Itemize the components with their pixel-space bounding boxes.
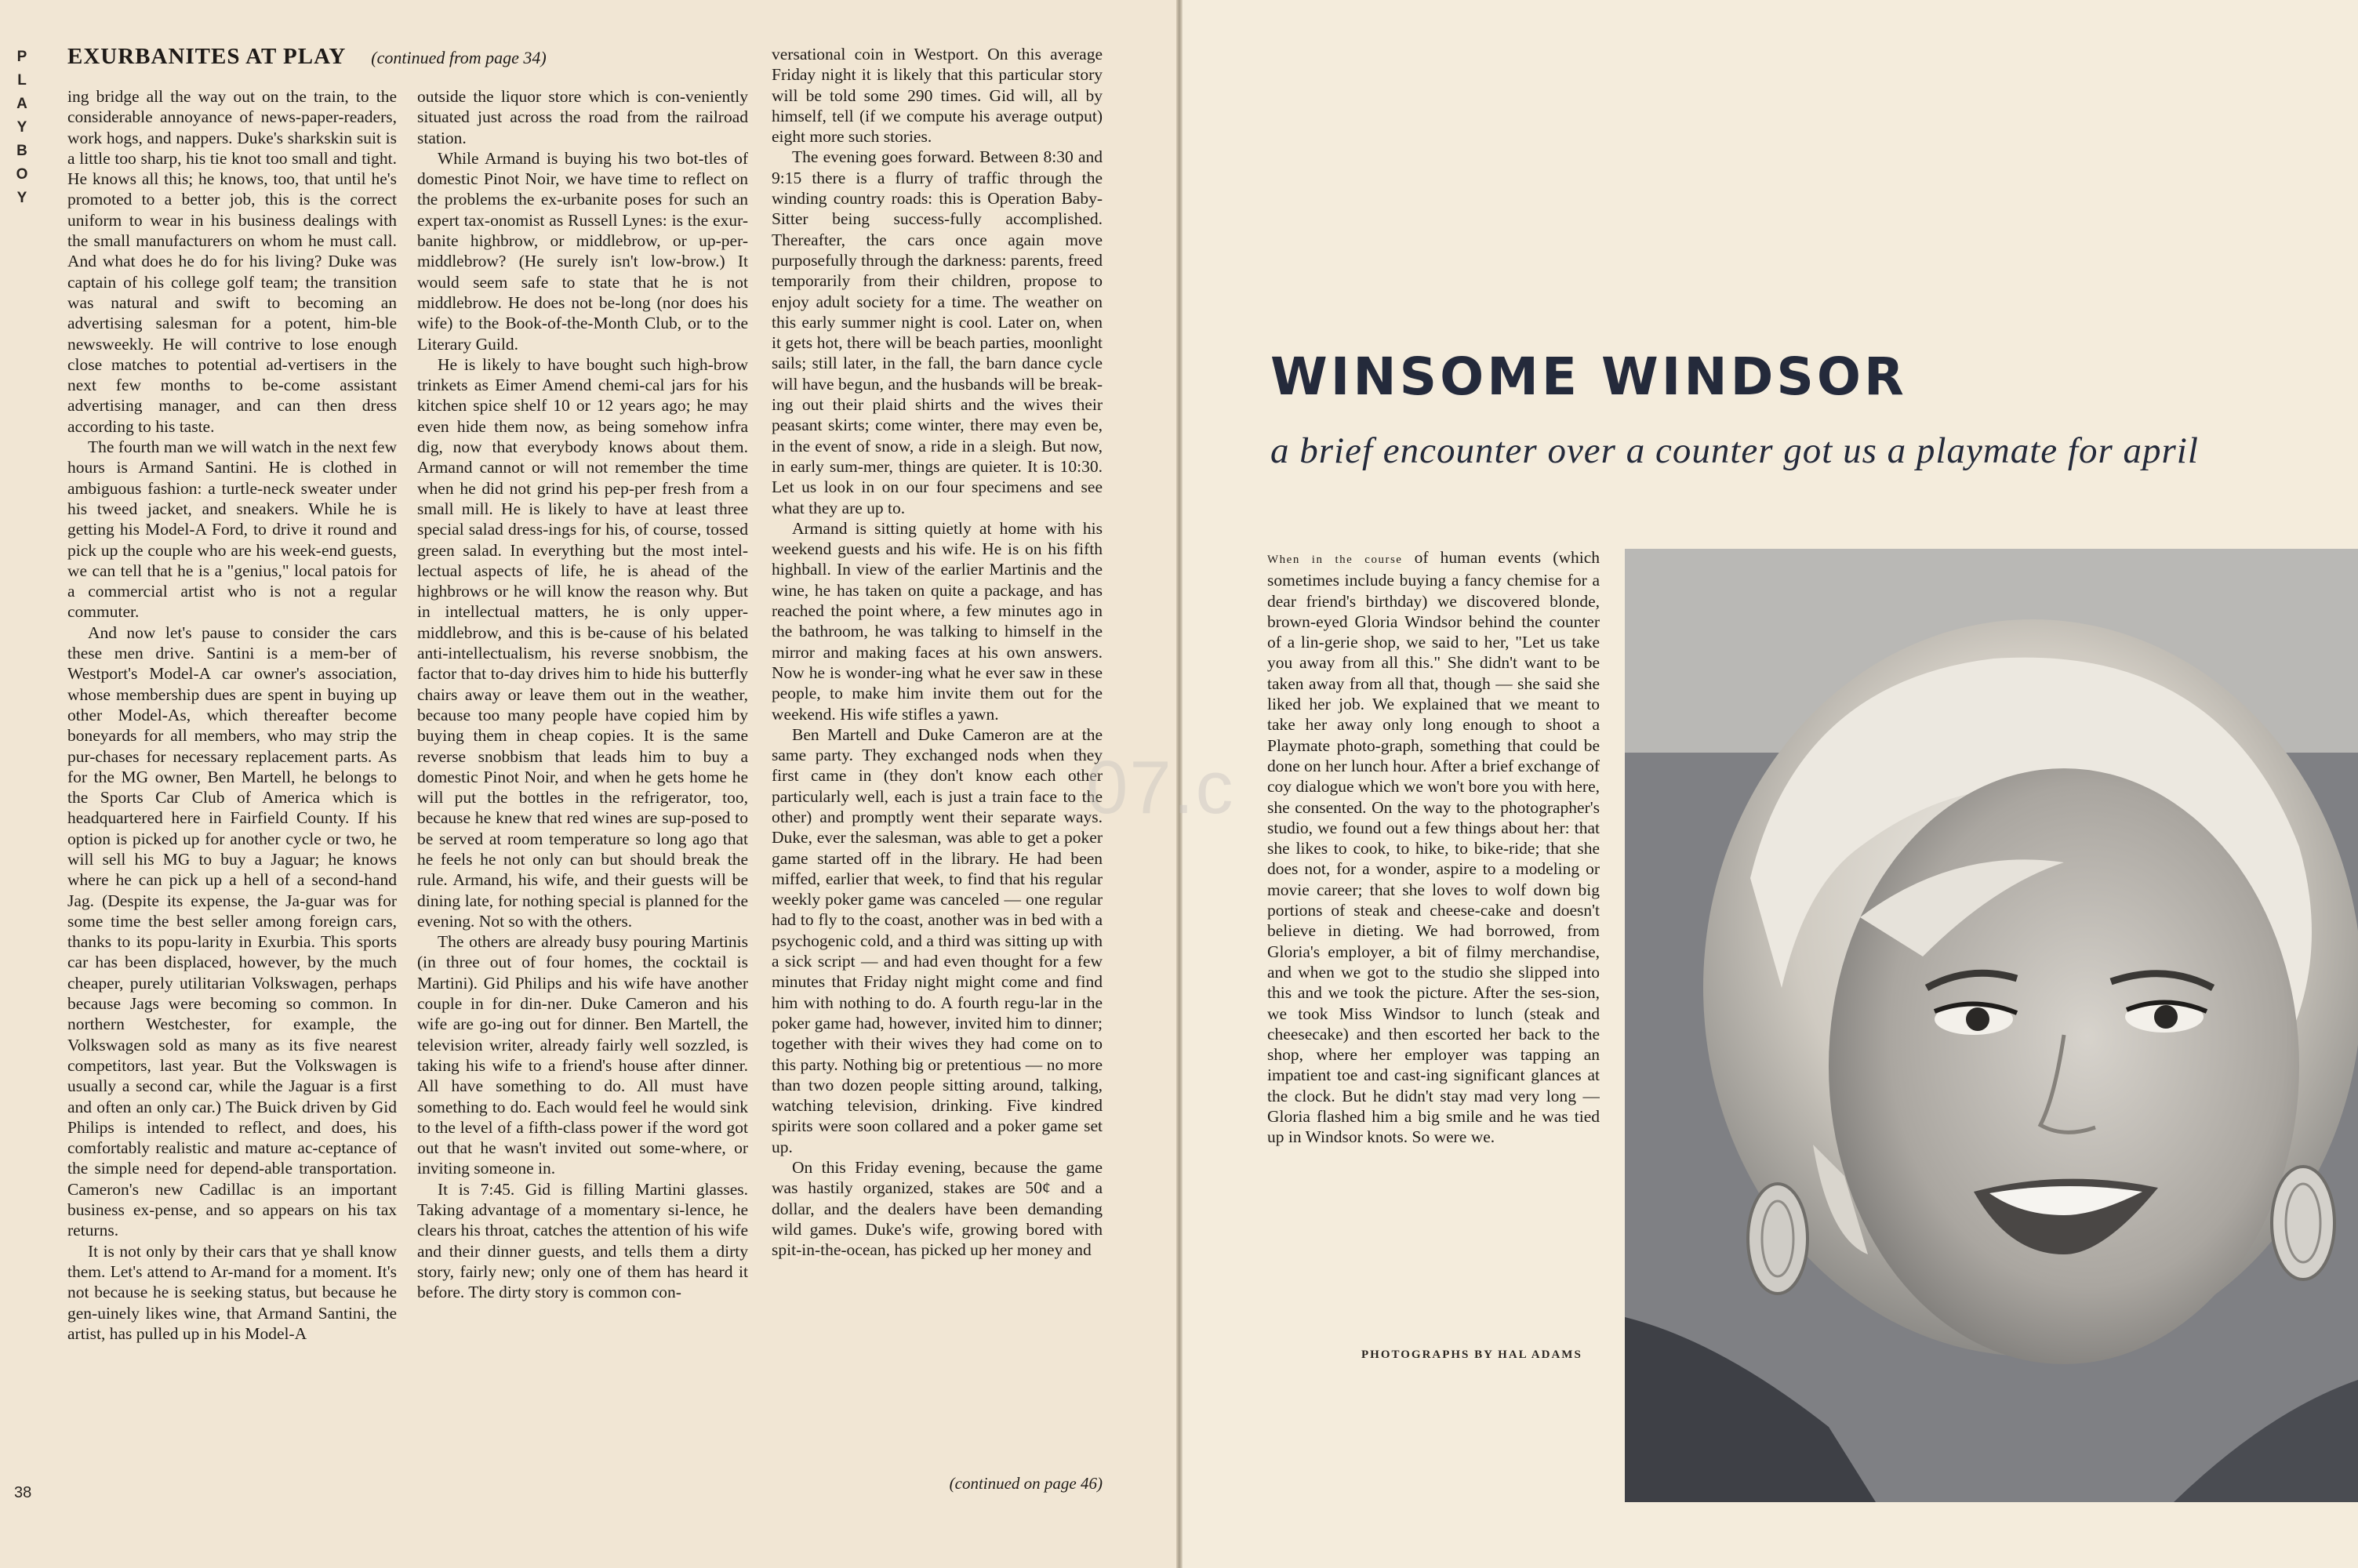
side-label-letter: Y — [16, 190, 29, 206]
paragraph: And now let's pause to consider the cars these men drive. Santini is a mem-ber of Westport's Model-A car owner's association, whose membership dues are spent in buying up other Model-As, which thereafter become boneyards for all members, who may strip the pur-chases for necessary replacement parts. As for the MG owner, Ben Martell, he belongs to the Sports Car Club of America which is headquartered here in Fairfield County. If his option is picked up for another cycle or two, he will sell his MG to buy a Jaguar; he knows where he can pick up a hell of a second-hand Jag. (Despite its expense, the Ja-guar was for some time the best seller among foreign cars, thanks to its popu-larity in Exurbia. This sports car has been displaced, however, by the much cheaper, purely utilitarian Volkswagen, perhaps because Jags were becoming so common. In northern Westchester, for example, the Volkswagen sold as many as its five nearest competitors, last year. But the Volkswagen is usually a second car, while the Jaguar is a first and often an only car.) The Buick driven by Gid Philips is intended to reflect, and does, his comfortably realistic and mature ac-ceptance of the simple need for depend-able transportation. Cameron's new Cadillac is an important business ex-pense, and so appears on his tax returns. — [67, 622, 397, 1240]
article-title: EXURBANITES AT PLAY — [67, 44, 347, 69]
paragraph: The others are already busy pouring Martinis (in three out of four homes, the cocktail is Martini). Gid Philips and his wife have another couple in for din-ner. Duke Cameron and his wife are go-ing out for dinner. Ben Martell, the television writer, already fairly well sozzled, is taking his wife to a friend's house after dinner. All have something to do. All must have something to do. Each would feel he would sink to the level of a fifth-class power if the word got out that he wasn't invited out some-where, or inviting someone in. — [417, 932, 748, 1178]
text-column-3 — [772, 44, 1103, 1501]
continued-on-note: (continued on page 46) — [949, 1474, 1103, 1493]
side-label-letter: A — [16, 96, 29, 112]
side-label-letter: Y — [16, 119, 29, 136]
paragraph: Armand is sitting quietly at home with his weekend guests and his wife. He is on his fifth highball. In view of the earlier Martinis and the wine, he has taken on quite a package, and has reached the point where, a few minutes ago in the bathroom, he was talking to himself in the mirror and making faces at his own answers. Now he is wonder-ing what he ever saw in these people, to make him invite them out for the weekend. His wife stifles a yawn. — [772, 518, 1103, 724]
side-label-letter: P — [16, 49, 29, 65]
feature-intro-text — [1267, 547, 1600, 1253]
text-column-1 — [67, 86, 397, 1509]
earring-left — [1748, 1184, 1808, 1294]
photo-credit: PHOTOGRAPHS BY HAL ADAMS — [1361, 1348, 1582, 1361]
paragraph: ing bridge all the way out on the train, to the considerable annoyance of news-paper-readers, work hogs, and nappers. Duke's sharkskin suit is a little too sharp, his tie knot too small and tight. He knows all this; he knows, too, that until he's promoted to a better job, this is the correct uniform to wear in his business dealings with the small manufacturers on whom he must call. And what does he do for his living? Duke was captain of his college golf team; the transition was natural and swift to becoming an advertising salesman for a potent, him-ble newsweekly. He will contrive to lose enough close matches to potential ad-vertisers in the next few months to be-come assistant advertising manager, and can then dress according to his taste. — [67, 87, 397, 436]
paragraph: On this Friday evening, because the game was hastily organized, stakes are 50¢ and a dollar, and the dealers have been demanding wild games. Duke's wife, growing bored with spit-in-the-ocean, has picked up her money and — [772, 1158, 1103, 1260]
feature-title: WINSOME WINDSOR — [1270, 347, 1907, 407]
side-label-letter: O — [16, 166, 30, 183]
right-page — [1183, 0, 2358, 1568]
paragraph: It is 7:45. Gid is filling Martini glasses. Taking advantage of a momentary si-lence, he clears his throat, catches the attention of his wife and their dinner guests, and tells them a dirty story, fairly new; only one of them has heard it before. The dirty story is common con- — [417, 1179, 748, 1302]
text-column-2 — [417, 86, 748, 1509]
intro-lead-in: When in the course — [1267, 554, 1403, 566]
left-page — [0, 0, 1176, 1568]
paragraph: While Armand is buying his two bot-tles of domestic Pinot Noir, we have time to reflect on the problems the ex-urbanite poses for such an expert tax-onomist as Russell Lynes: is the exur-banite highbrow, or middlebrow, or up-per-middlebrow? (He surely isn't low-brow.) It would seem safe to state that he is not middlebrow. He does not be-long (nor does his wife) to the Book-of-the-Month Club, or to the Literary Guild. — [417, 148, 748, 354]
page-number: 38 — [14, 1484, 32, 1501]
feature-subtitle: a brief encounter over a counter got us a playmate for april — [1270, 430, 2199, 471]
paragraph: He is likely to have bought such high-brow trinkets as Eimer Amend chemi-cal jars for his kitchen spice shelf 10 or 12 years ago; he may even hide them now, as being somehow infra dig, now that everybody knows about them. Armand cannot or will not remember the time when he did not grind his pep-per fresh from a small mill. He is likely to have at least three special salad dress-ings for his, of course, tossed green salad. In everything but the most intel-lectual aspects of life, he is ahead of the highbrows or he will know the reason why. But in intellectual matters, he is only upper-middlebrow, and this is be-cause of his belated anti-intellectualism, his reverse snobbism, the factor that to-day drives him to hide his butterfly chairs away or leave them out in the weather, because too many people have copied him by buying them in cheap copies. It is the same reverse snobbism that leads him to buy a domestic Pinot Noir, and when he gets home he will put the bottles in the refrigerator, too, because he knew that red wines are sup-posed to be served at room temperature so long ago that he feels he not only can but should break the rule. Armand, his wife, and their guests will be dining late, for nothing special is planned for the evening. Not so with the others. — [417, 354, 748, 931]
portrait-illustration — [1625, 549, 2358, 1502]
intro-body: of human events (which sometimes include buying a fancy chemise for a dear friend's birthday) we discovered blonde, brown-eyed Gloria Windsor behind the counter of a lin-gerie shop, we said to her, "Let us take you away from all this." She didn't want to be taken away from all that, though — she said she liked her job. We explained that we meant to take her away only long enough to shoot a Playmate photo-graph, something that could be done on her lunch hour. After a brief exchange of coy dialogue which we won't bore you with here, she consented. On the way to the photographer's studio, we found out a few things about her: that she likes to cook, to hike, to bike-ride; that she does not, for a wonder, aspire to a modeling or movie career; that she loves to wolf down big portions of steak and cheese-cake and doesn't believe in dieting. We had borrowed, from Gloria's employer, a bit of filmy merchandise, and when we got to the studio she slipped into this and we took the picture. After the ses-sion, we took Miss Windsor to lunch (steak and cheesecake) and then escorted her back to the shop, where her employer was tapping an impatient toe and cast-ing significant glances at the clock. But he didn't stay mad very long — Gloria flashed him a big smile and he was tied up in Windsor knots. So were we. — [1267, 548, 1600, 1147]
portrait-photo — [1625, 549, 2358, 1502]
magazine-side-label — [11, 45, 35, 210]
watermark-text: 07.c — [1086, 746, 1235, 829]
article-header — [67, 44, 773, 78]
paragraph: It is not only by their cars that ye shall know them. Let's attend to Ar-mand for a moment. It's not because he is seeking status, but because he gen-uinely likes wine, that Armand Santini, the artist, has pulled up in his Model-A — [67, 1241, 397, 1343]
paragraph: versational coin in Westport. On this average Friday night it is likely that this particular story will be told some 290 times. Gid will, all by himself, tell (if we compute his average output) eight more such stories. — [772, 45, 1103, 147]
side-label-letter: L — [17, 72, 28, 89]
paragraph: The fourth man we will watch in the next few hours is Armand Santini. He is clothed in ambiguous fashion: a turtle-neck sweater under his tweed jacket, and sneakers. While he is getting his Model-A Ford, to drive it round and pick up the couple who are his week-end guests, we can tell that he is a "genius," local patois for a commercial artist who is not a regular commuter. — [67, 437, 397, 622]
continued-from-note: (continued from page 34) — [371, 48, 547, 67]
paragraph: Ben Martell and Duke Cameron are at the same party. They exchanged nods when they first came in (they don't know each other particularly well, each is just a train face to the other) and promptly went their separate ways. Duke, ever the salesman, was able to get a poker game started off in the library. He had been miffed, earlier that week, to find that his regular weekly poker game was canceled — one regular had to fly to the coast, another was in bed with a psychogenic cold, and a third was sitting up with a sick script — and had even thought for a few minutes that Friday night might come and find him with nothing to do. A fourth regu-lar in the poker game had, however, invited him to dinner; together with their wives they had come on to this party. Nothing big or pretentious — no more than two dozen people sitting around, talking, watching television, drinking. Five kindred spirits were soon collared and a poker game set up. — [772, 724, 1103, 1156]
side-label-letter: B — [16, 143, 29, 159]
paragraph: The evening goes forward. Between 8:30 and 9:15 there is a flurry of traffic through the winding country roads: this is Operation Baby-Sitter being success-fully accomplished. Thereafter, the cars once again move purposefully through the darkness: parents, freed temporarily from their children, propose to enjoy adult society for a time. The weather on this early summer night is cool. Later on, when it gets hot, there will be beach parties, moonlight sails; still later, in the fall, the barn dance cycle will have begun, and the husbands will be break-ing out their plaid shirts and the wives their peasant skirts; come winter, there may even be, in the event of snow, a ride in a sleigh. But now, in early sum-mer, things are quieter. It is 10:30. Let us look in on our four specimens and see what they are up to. — [772, 147, 1103, 517]
earring-right — [2272, 1167, 2334, 1279]
paragraph: outside the liquor store which is con-veniently situated just across the road from the railroad station. — [417, 87, 748, 147]
